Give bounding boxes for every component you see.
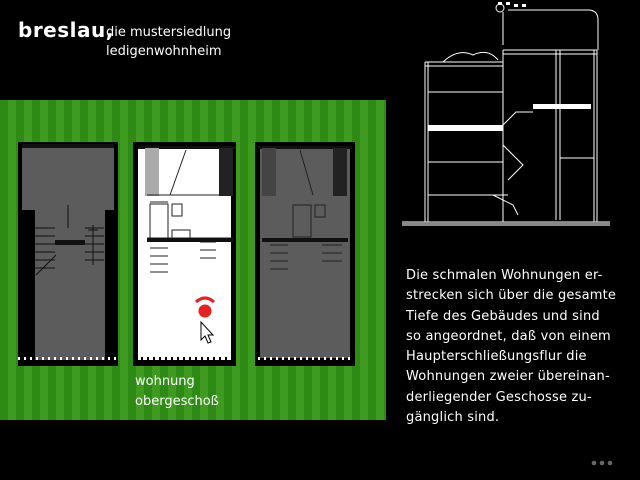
page-title: breslau, — [18, 18, 114, 42]
subtitle-line-1: die mustersiedlung — [106, 25, 232, 40]
description-line: Die schmalen Wohnungen er- — [406, 268, 603, 283]
plan-unit-left[interactable] — [18, 142, 118, 366]
more-dots-icon[interactable] — [591, 458, 613, 468]
description-line: derliegender Geschosse zu- — [406, 389, 592, 405]
plan-unit-middle[interactable] — [133, 142, 236, 366]
description-line: strecken sich über die gesamte — [406, 288, 617, 304]
plan-caption — [135, 372, 219, 412]
plan-caption-line-2: obergeschoß — [135, 394, 219, 409]
subtitle-line-2: ledigenwohnheim — [106, 44, 222, 59]
description-text — [406, 266, 636, 428]
plan-unit-right[interactable] — [255, 142, 355, 366]
description-line: so angeordnet, daß von einem — [406, 328, 611, 344]
section-drawing — [398, 0, 614, 250]
description-line: Wohnungen zweier übereinan- — [406, 369, 610, 385]
description-line: gänglich sind. — [406, 410, 500, 426]
plan-caption-line-1: wohnung — [135, 374, 195, 389]
description-line: Haupterschließungsflur die — [406, 349, 587, 365]
description-line: Tiefe des Gebäudes und sind — [406, 308, 600, 324]
